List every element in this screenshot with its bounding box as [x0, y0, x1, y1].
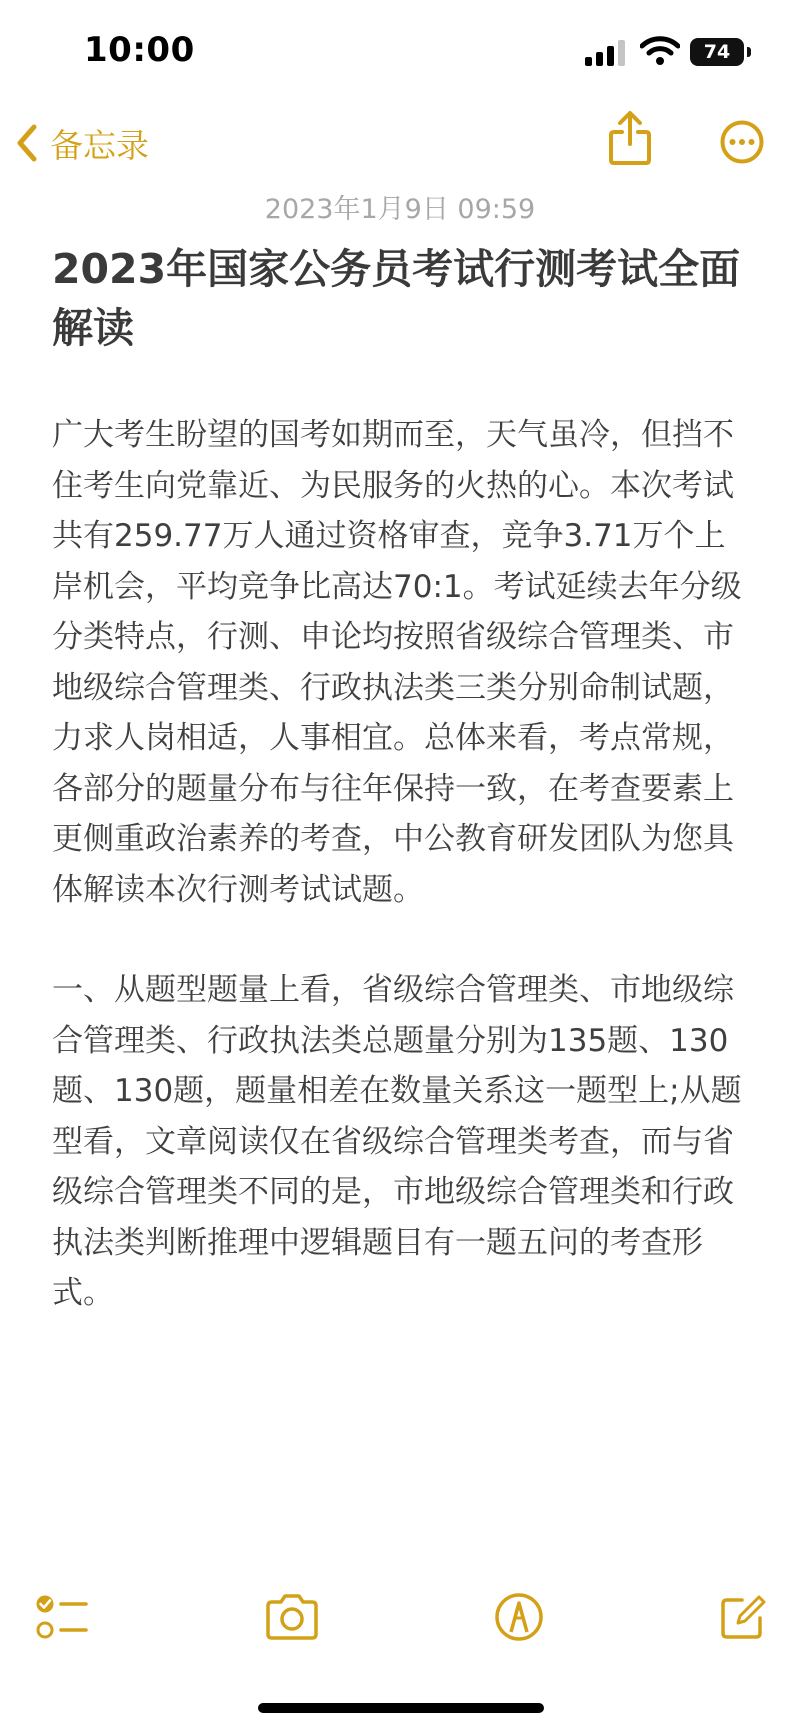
battery-level: 74 — [690, 38, 744, 66]
more-icon[interactable] — [720, 120, 764, 164]
status-bar — [0, 0, 800, 100]
back-button[interactable] — [14, 118, 149, 168]
camera-icon[interactable] — [264, 1592, 320, 1642]
note-date: 2023年1月9日 09:59 — [264, 194, 536, 225]
markup-icon[interactable] — [494, 1592, 544, 1642]
home-indicator[interactable] — [258, 1703, 544, 1713]
share-icon[interactable] — [608, 110, 652, 166]
note-paragraph[interactable]: 广大考生盼望的国考如期而至，天气虽冷，但挡不住考生向党靠近、为民服务的火热的心。本次考试共有259.77万人通过资格审查，竞争3.71万个上岸机会，平均竞争比高达70:1。考试延续去年分级分类特点，行测、申论均按照省级综合管理类、市地级综合管理类、行政执法类三类分别命制试题，力求人岗相适，人事相宜。总体来看，考点常规，各部分的题量分布与往年保持一致，在考查要素上更侧重政治素养的考查，中公教育研发团队为您具体解读本次行测考试试题。 — [52, 417, 742, 908]
note-paragraph[interactable]: 一、从题型题量上看，省级综合管理类、市地级综合管理类、行政执法类总题量分别为135题、130题、130题，题量相差在数量关系这一题型上;从题型看，文章阅读仅在省级综合管理类考查，而与省级综合管理类不同的是，市地级综合管理类和行政执法类判断推理中逻辑题目有一题五问的考查形式。 — [52, 972, 742, 1311]
note-title[interactable]: 2023年国家公务员考试行测考试全面解读 — [52, 245, 741, 352]
back-label: 备忘录 — [50, 125, 149, 165]
note-body[interactable] — [52, 410, 750, 1319]
cellular-signal-icon — [585, 40, 627, 66]
checklist-icon[interactable] — [36, 1592, 90, 1642]
battery-icon — [690, 38, 754, 66]
battery-tip — [747, 47, 751, 57]
chevron-left-icon — [14, 123, 40, 163]
status-time: 10:00 — [84, 30, 195, 70]
compose-icon[interactable] — [718, 1592, 768, 1642]
wifi-icon — [640, 36, 680, 66]
